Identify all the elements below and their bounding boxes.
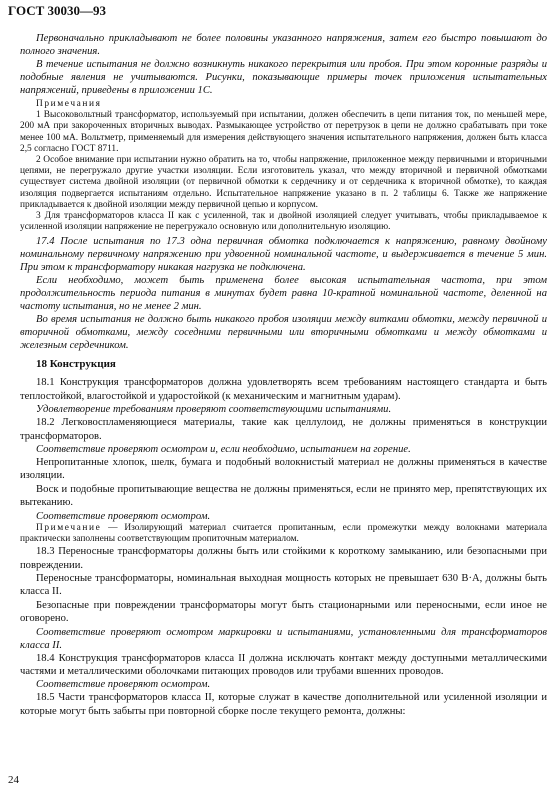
compliance-statement: Соответствие проверяют осмотром. [36, 679, 211, 691]
clause-17-4-frequency: Если необходимо, может быть применена более высокая испытательная частота, при этом продолжительность периода питания в минутах будет равна 10-кратной номинальной частоте, деленной на частоту испытания, но не менее 2 мин. [20, 275, 547, 313]
clause-paragraph: 18.3 Переносные трансформаторы должны быть или стойкими к короткому замыканию, или безопасными при повреждении. [20, 546, 547, 571]
note-label: Примечание [36, 522, 102, 533]
section-note [20, 523, 547, 545]
intro-paragraph: Первоначально прикладывают не более половины указанного напряжения, затем его быстро повышают до полного значения. [20, 33, 547, 57]
section-18-body [20, 376, 547, 718]
clause-paragraph: Непропитанные хлопок, шелк, бумага и подобный волокнистый материал не должны применяться в качестве изоляции. [20, 457, 547, 482]
page-number: 24 [8, 774, 19, 786]
compliance-statement: Удовлетворение требованиям проверяют соответствующими испытаниями. [36, 404, 392, 416]
compliance-statement: Соответствие проверяют осмотром и, если необходимо, испытанием на горение. [36, 444, 411, 456]
clause-paragraph: 18.5 Части трансформаторов класса II, которые служат в качестве дополнительной или усиленной изоляции и которые могут быть забыты при повторной сборке после текущего ремонта, должны: [20, 692, 547, 717]
note-body: — Изолирующий материал считается пропитанным, если промежутки между волокнами материала практически заполнены соответствующим пропиточным материалом. [20, 522, 547, 544]
intro-paragraph: В течение испытания не должно возникнуть никакого перекрытия или пробоя. При этом коронные разряды и подобные явления не учитываются. Рисунки, показывающие примеры точек приложения испытательных напряжений, приведены в приложении 1С. [20, 59, 547, 96]
compliance-statement: Соответствие проверяют осмотром маркировки и испытаниями, установленными для трансформаторов класса II. [20, 626, 547, 651]
clause-17-4: 17.4 После испытания по 17.3 одна первичная обмотка подключается к напряжению, равному двойному номинальному первичному напряжению при удвоенной номинальной частоте, и выдерживается в течение 5 мин. При этом к трансформатору никакая нагрузка не подключена. [20, 236, 547, 274]
standard-header: ГОСТ 30030—93 [8, 3, 107, 18]
clause-paragraph: 18.1 Конструкция трансформаторов должна удовлетворять всем требованиям настоящего стандарта и быть теплостойкой, влагостойкой и ударостойкой (к механическим и магнитным ударам). [20, 377, 547, 402]
note-item: 2 Особое внимание при испытании нужно обратить на то, чтобы напряжение, приложенное между первичными и вторичными цепями, не перегружало другие участки изоляции. Если изготовитель указал, что между вторичной и первичной обмотками существует система двойной изоляции (от первичной обмотки к сердечнику и от сердечника к вторичной обмотке), то каждая изоляция подвергается испытаниям отдельно. Испытательное напряжение указано в п. 2 таблицы 6. Также же напряжение прикладывается к двойной изоляции между первичной цепью и корпусом. [20, 155, 547, 210]
clause-paragraph: Переносные трансформаторы, номинальная выходная мощность которых не превышает 630 В·А, должны быть класса II. [20, 572, 547, 598]
clause-17-4-breakdown: Во время испытания не должно быть никакого пробоя изоляции между витками обмотки, между первичной и вторичной обмотками, между соседними первичными или вторичными обмотками и между обмотками и железным сердечником. [20, 314, 547, 352]
clause-paragraph: Воск и подобные пропитывающие вещества не должны применяться, если не принято мер, препятствующих их вытеканию. [20, 483, 547, 509]
clause-paragraph: Безопасные при повреждении трансформаторы могут быть стационарными или переносными, если иное не оговорено. [20, 599, 547, 625]
note-item: 3 Для трансформаторов класса II как с усиленной, так и двойной изоляцией следует учитывать, чтобы прикладываемое к усиленной изоляции напряжение не перегружало основную или дополнительную изоляцию. [20, 211, 547, 233]
clause-paragraph: 18.4 Конструкция трансформаторов класса II должна исключать контакт между доступными металлическими частями и металлическими оболочками питающих проводов или трубами вшенних проводов. [20, 652, 547, 677]
section-title: 18 Конструкция [36, 358, 116, 371]
notes-title: Примечания [36, 99, 102, 109]
note-item: 1 Высоковольтный трансформатор, используемый при испытании, должен обеспечить в цепи питания ток, по меньшей мере, 200 мА при закороченных вторичных выводах. Размыкающее устройство от перетрузок в цепи не должно срабатывать при токе менее 100 мА. Вольтметр, применяемый для измерения действующего значения испытательного напряжения, должен быть класса 2,5 согласно ГОСТ 8711. [20, 110, 547, 154]
page-content [20, 32, 547, 718]
compliance-statement: Соответствие проверяют осмотром. [36, 510, 211, 522]
clause-paragraph: 18.2 Легковоспламеняющиеся материалы, такие как целлулоид, не должны применяться в конструкции трансформаторов. [20, 417, 547, 442]
